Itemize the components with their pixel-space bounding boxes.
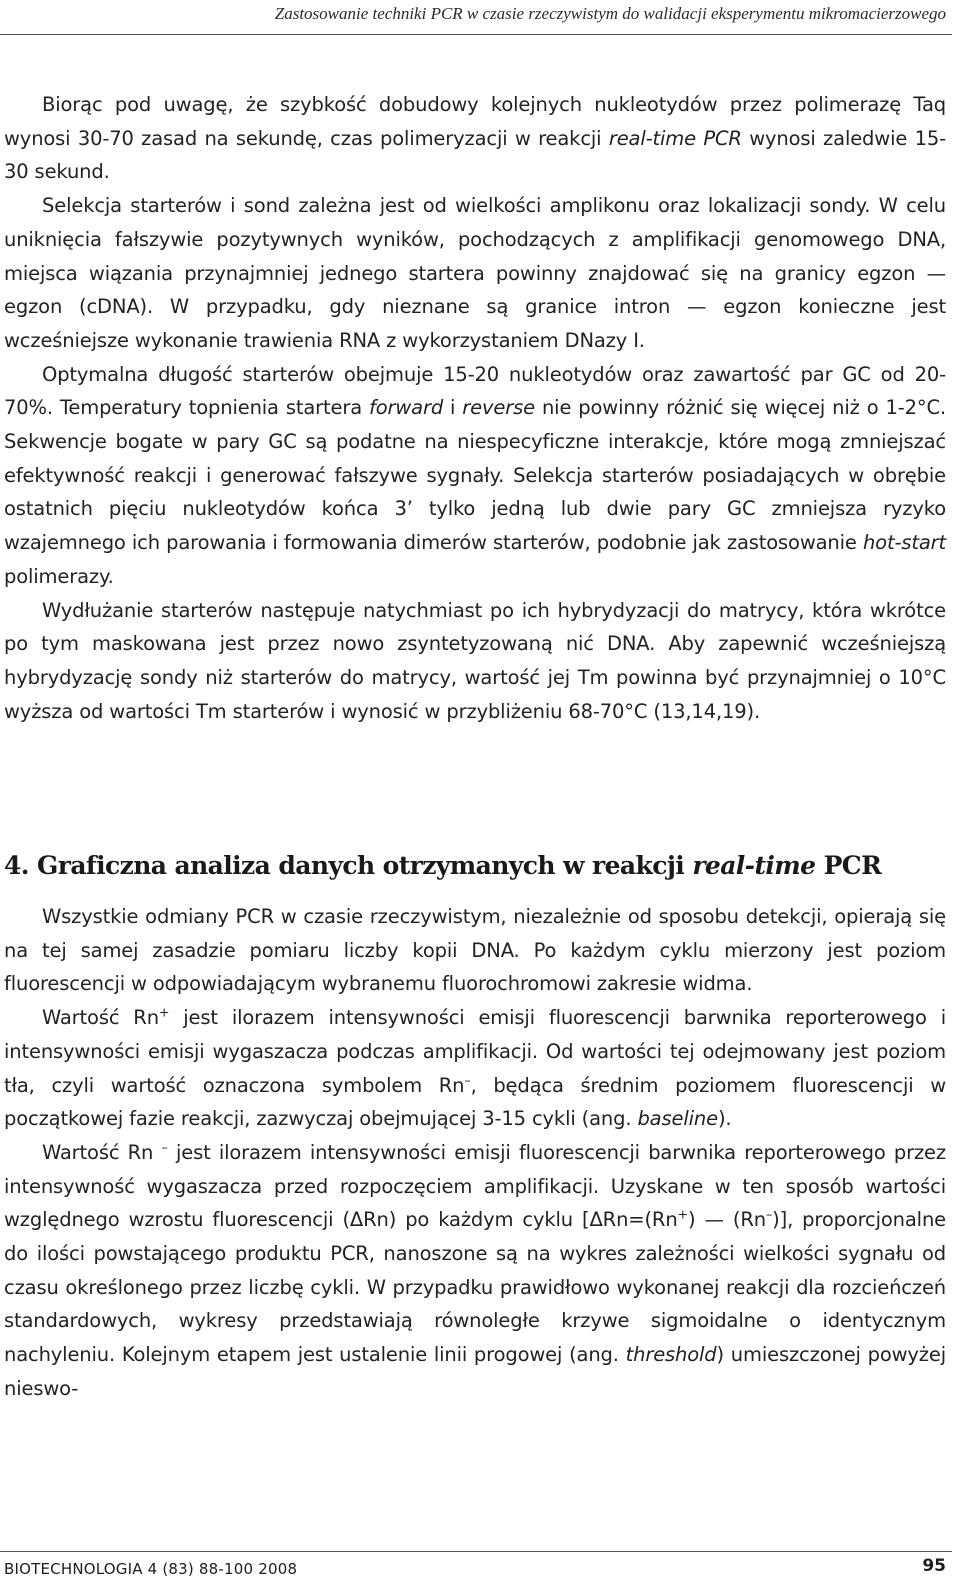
paragraph — [4, 1136, 946, 1406]
text-run: wynosi zaledwie 15-30 sekund. — [4, 126, 946, 184]
body-text-bottom — [4, 900, 946, 1406]
paragraph — [4, 358, 946, 594]
superscript: + — [158, 1004, 170, 1020]
running-header: Zastosowanie techniki PCR w czasie rzeczywistym do walidacji eksperymentu mikromacierzowego — [274, 4, 946, 23]
page-number: 95 — [922, 1556, 946, 1576]
text-run: ) umieszczonej powyżej nieswo- — [4, 1343, 946, 1400]
superscript: – — [161, 1139, 168, 1155]
superscript: – — [765, 1206, 773, 1222]
text-run: Selekcja starterów i sond zależna jest od wielkości amplikonu oraz lokalizacji sondy. W celu uniknięcia fałszywie pozytywnych wyników, pochodzących z amplifikacji genomowego DNA, miejsca wiązania przynajmniej jednego startera powinny znajdować się na granicy egzon — egzon (cDNA). W przypadku, gdy nieznane są granice intron — egzon konieczne jest wcześniejsze wykonanie trawienia RNA z wykorzystaniem DNazy I. — [4, 194, 946, 352]
text-run: Wszystkie odmiany PCR w czasie rzeczywistym, niezależnie od sposobu detekcji, opierają się na tej samej zasadzie pomiaru liczby kopii DNA. Po każdym cyklu mierzony jest poziom fluorescencji w odpowiadającym wybranemu fluorochromowi zakresie widma. — [4, 905, 946, 996]
text-run: Wartość Rn — [42, 1140, 162, 1164]
text-run: Biorąc pod uwagę, że szybkość dobudowy kolejnych nukleotydów przez polimerazę Taq wynosi 30-70 zasad na sekundę, czas polimeryzacji w reakcji — [4, 93, 946, 150]
paragraph — [4, 1001, 946, 1136]
text-run: polimerazy. — [4, 564, 114, 588]
body-text-top — [4, 88, 946, 728]
header-divider — [0, 34, 952, 35]
paragraph — [4, 900, 946, 1001]
text-run: Optymalna długość starterów obejmuje 15-20 nukleotydów oraz zawartość par GC od 20-70%. Temperatury topnienia startera — [4, 362, 946, 420]
section-heading — [4, 851, 881, 880]
journal-citation: BIOTECHNOLOGIA 4 (83) 88-100 2008 — [4, 1560, 298, 1578]
text-run: )], proporcjonalne do ilości powstającego produktu PCR, nanoszone są na wykres zależności wielkości sygnału od czasu określonego przez liczbę cykli. W przypadku prawidłowo wykonanej reakcji dla rozcieńczeń standardowych, wykresy przedstawiają równoległe krzywe sigmoidalne o identycznym nachyleniu. Kolejnym etapem jest ustalenie linii progowej (ang. — [4, 1208, 946, 1367]
text-run: jest ilorazem intensywności emisji fluorescencji barwnika reporterowego i intensywności emisji wygaszacza podczas amplifikacji. Od wartości tej odejmowany jest poziom tła, czyli wartość oznaczona symbolem Rn — [4, 1006, 946, 1097]
italic-term: real-time PCR — [608, 126, 742, 150]
text-run: , będąca średnim poziomem fluorescencji w początkowej fazie reakcji, zazwyczaj obejmującej 3-15 cykli (ang. — [4, 1073, 946, 1131]
section-title-italic: real-time — [692, 851, 816, 880]
text-run: Wydłużanie starterów następuje natychmiast po ich hybrydyzacji do matrycy, która wkrótce po tym maskowana jest przez nowo zsyntetyzowaną nić DNA. Aby zapewnić wcześniejszą hybrydyzację sondy niż starterów do matrycy, wartość jej Tm powinna być przynajmniej o 10°C wyższa od wartości Tm starterów i wynosić w przybliżeniu 68-70°C (13,14,19). — [4, 598, 946, 723]
text-run: ) — (Rn — [688, 1208, 766, 1232]
text-run: nie powinny różnić się więcej niż o 1-2°C. Sekwencje bogate w pary GC są podatne na niespecyficzne interakcje, które mogą zmniejszać efektywność reakcji i generować fałszywe sygnały. Selekcja starterów posiadających w obrębie ostatnich pięciu nukleotydów końca 3’ tylko jedną lub dwie pary GC zmniejsza ryzyko wzajemnego ich parowania i formowania dimerów starterów, podobnie jak zastosowanie — [4, 396, 946, 555]
italic-term: hot-start — [862, 531, 946, 555]
italic-term: forward — [369, 396, 444, 420]
section-title-part1: Graficzna analiza danych otrzymanych w reakcji — [37, 851, 685, 880]
italic-term: threshold — [625, 1343, 717, 1367]
section-title-part2: PCR — [823, 851, 882, 880]
paragraph — [4, 189, 946, 358]
paragraph — [4, 88, 946, 189]
superscript: + — [677, 1206, 689, 1222]
superscript: – — [464, 1072, 471, 1088]
text-run: jest ilorazem intensywności emisji fluorescencji barwnika reporterowego przez intensywność wygaszacza przed rozpoczęciem amplifikacji. Uzyskane w ten sposób wartości względnego wzrostu fluorescencji (ΔRn) po każdym cyklu [ΔRn=(Rn — [4, 1140, 946, 1232]
text-run: i — [443, 396, 463, 420]
paragraph — [4, 594, 946, 729]
section-number: 4. — [4, 851, 29, 880]
italic-term: reverse — [462, 396, 535, 420]
text-run: ). — [717, 1107, 732, 1131]
italic-term: baseline — [637, 1107, 718, 1131]
text-run: Wartość Rn — [42, 1006, 159, 1030]
footer-divider — [0, 1551, 952, 1552]
